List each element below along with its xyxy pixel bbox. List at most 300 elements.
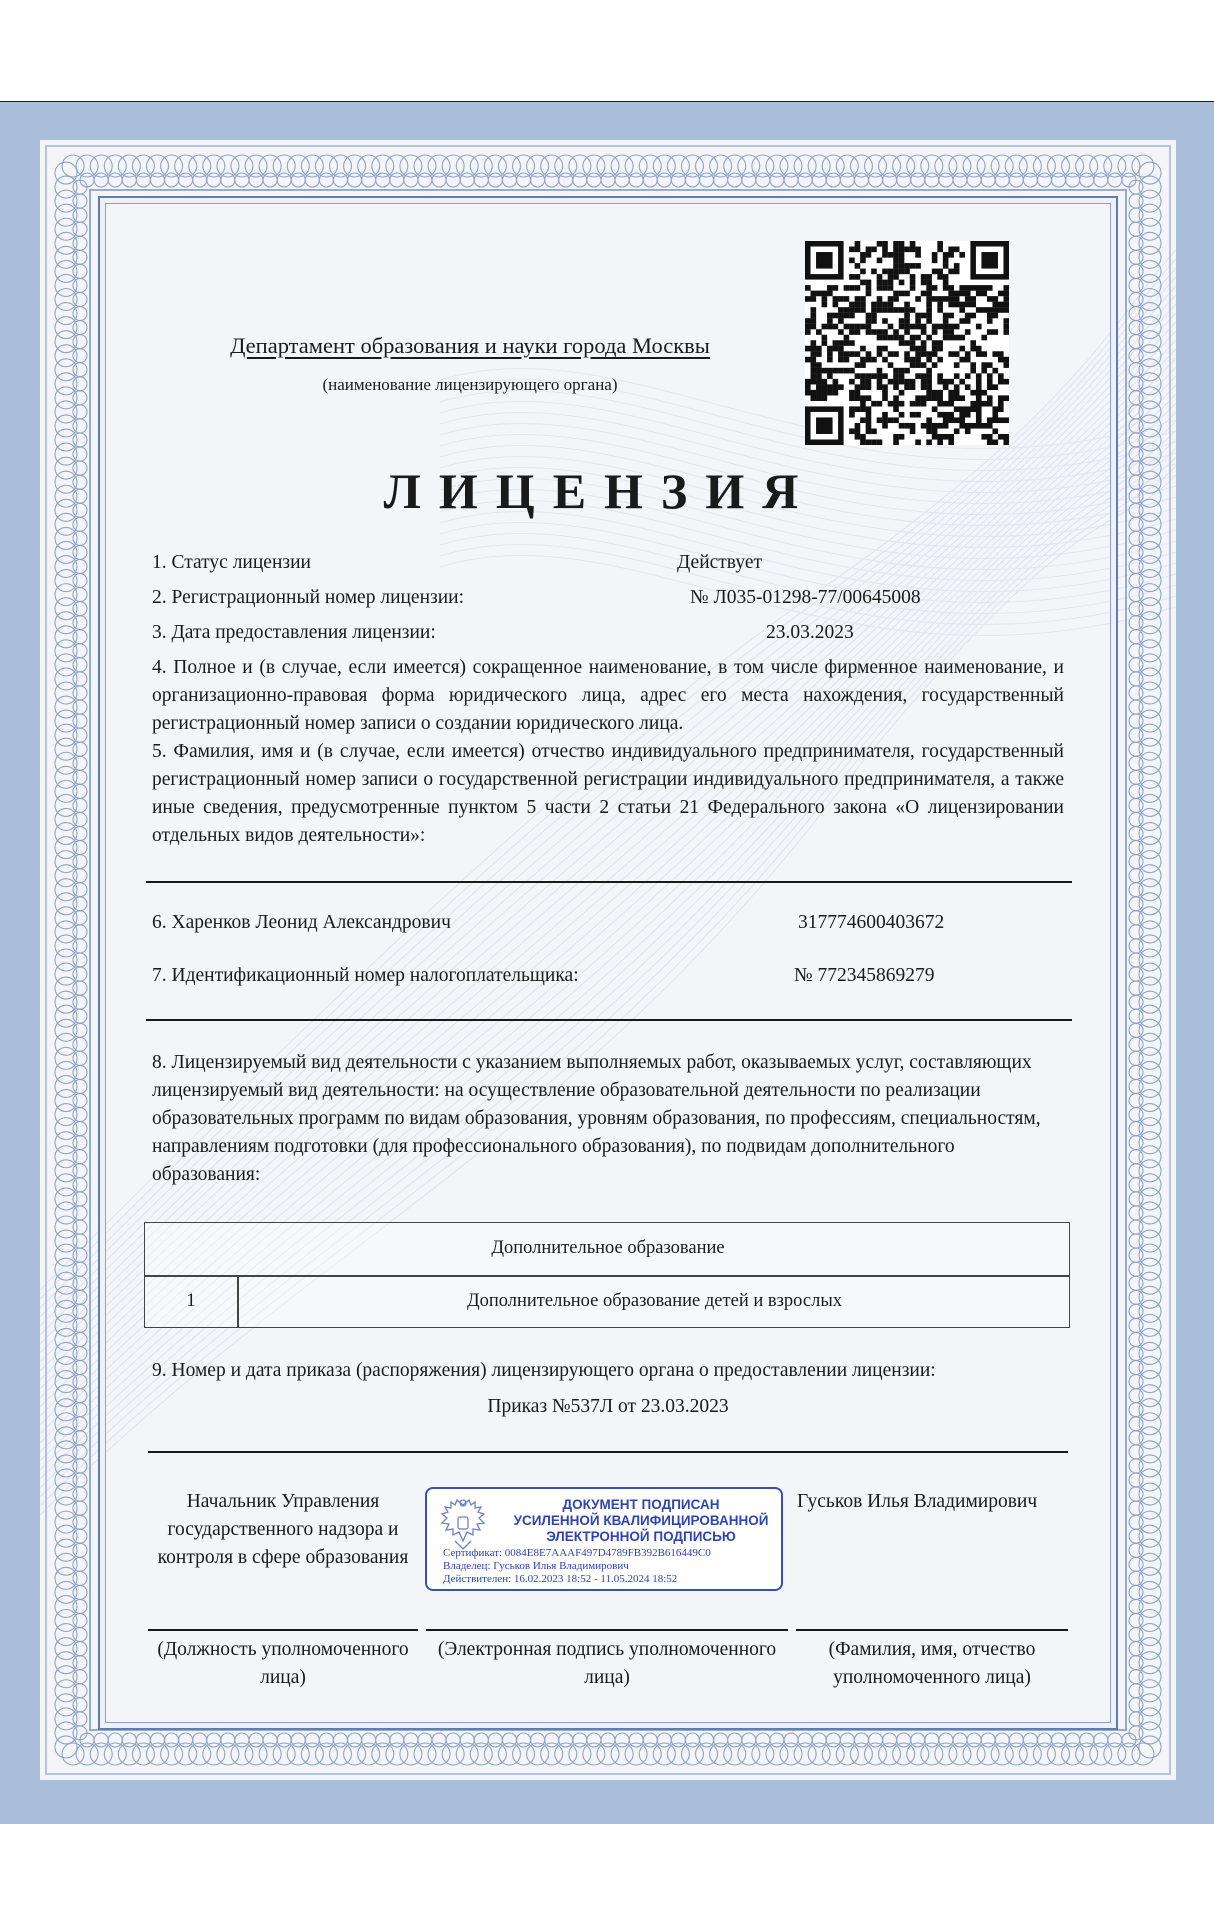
border-ornament bbox=[569, 155, 591, 177]
border-ornament bbox=[73, 545, 87, 559]
border-ornament bbox=[1129, 1108, 1143, 1122]
border-ornament bbox=[1005, 1743, 1027, 1765]
border-ornament bbox=[55, 317, 77, 339]
qr-module bbox=[976, 379, 982, 385]
separator-line bbox=[146, 881, 1072, 883]
border-ornament bbox=[263, 1733, 277, 1747]
border-ornament bbox=[1139, 457, 1161, 479]
border-ornament bbox=[55, 794, 77, 816]
qr-module bbox=[981, 368, 987, 374]
border-ornament bbox=[1062, 1743, 1084, 1765]
border-ornament bbox=[484, 1743, 506, 1765]
border-ornament bbox=[193, 173, 207, 187]
border-ornament bbox=[1129, 503, 1143, 517]
qr-module bbox=[888, 401, 894, 407]
qr-module bbox=[893, 258, 899, 264]
qr-module bbox=[855, 296, 861, 302]
border-ornament bbox=[883, 1733, 897, 1747]
border-ornament bbox=[1118, 1743, 1140, 1765]
qr-module bbox=[976, 406, 982, 412]
qr-module bbox=[877, 329, 883, 335]
paragraph-9: 9. Номер и дата приказа (распоряжения) лицензирующего органа о предоставлении лицензии: bbox=[152, 1360, 936, 1381]
qr-module bbox=[954, 390, 960, 396]
border-ornament bbox=[1129, 588, 1143, 602]
qr-module bbox=[987, 379, 993, 385]
border-ornament bbox=[55, 570, 77, 592]
border-ornament bbox=[362, 1733, 376, 1747]
qr-module bbox=[926, 351, 932, 357]
qr-module bbox=[827, 318, 833, 324]
qr-module bbox=[981, 434, 987, 440]
qr-module bbox=[893, 379, 899, 385]
border-ornament bbox=[55, 1441, 77, 1463]
qr-module bbox=[849, 258, 855, 264]
border-ornament bbox=[1139, 1132, 1161, 1154]
border-ornament bbox=[681, 1743, 703, 1765]
border-ornament bbox=[1139, 1652, 1161, 1674]
border-ornament bbox=[1139, 1300, 1161, 1322]
qr-module bbox=[893, 252, 899, 258]
qr-module bbox=[954, 269, 960, 275]
border-ornament bbox=[1129, 1318, 1143, 1332]
border-ornament bbox=[55, 387, 77, 409]
border-ornament bbox=[1129, 1389, 1143, 1403]
border-ornament bbox=[1129, 405, 1143, 419]
border-ornament bbox=[573, 173, 587, 187]
border-ornament bbox=[73, 321, 87, 335]
qr-module bbox=[860, 252, 866, 258]
border-ornament bbox=[545, 173, 559, 187]
border-ornament bbox=[73, 981, 87, 995]
border-ornament bbox=[1139, 1609, 1161, 1631]
border-ornament bbox=[1129, 307, 1143, 321]
border-ornament bbox=[249, 173, 263, 187]
border-ornament bbox=[73, 1543, 87, 1557]
border-ornament bbox=[1129, 1431, 1143, 1445]
border-ornament bbox=[73, 1318, 87, 1332]
border-ornament bbox=[55, 668, 77, 690]
qr-module bbox=[943, 412, 949, 418]
border-ornament bbox=[73, 1192, 87, 1206]
qr-module bbox=[1003, 395, 1009, 401]
qr-module bbox=[877, 439, 883, 445]
border-ornament bbox=[1139, 1736, 1161, 1758]
qr-module bbox=[959, 395, 965, 401]
border-ornament bbox=[1129, 1515, 1143, 1529]
qr-module bbox=[805, 357, 811, 363]
qr-module bbox=[833, 340, 839, 346]
border-ornament bbox=[1139, 1047, 1161, 1069]
border-ornament bbox=[808, 1743, 830, 1765]
qr-module bbox=[888, 269, 894, 275]
border-ornament bbox=[217, 1743, 239, 1765]
border-ornament bbox=[344, 1743, 366, 1765]
qr-module bbox=[904, 247, 910, 253]
border-ornament bbox=[1139, 879, 1161, 901]
border-ornament bbox=[55, 1258, 77, 1280]
border-ornament bbox=[55, 907, 77, 929]
border-ornament bbox=[1139, 1202, 1161, 1224]
qr-module bbox=[805, 285, 811, 291]
qr-module bbox=[948, 302, 954, 308]
qr-module bbox=[998, 406, 1004, 412]
qr-module bbox=[838, 296, 844, 302]
border-ornament bbox=[1129, 827, 1143, 841]
border-ornament bbox=[221, 173, 235, 187]
border-ornament bbox=[55, 1090, 77, 1112]
border-ornament bbox=[333, 1733, 347, 1747]
border-ornament bbox=[55, 1694, 77, 1716]
border-ornament bbox=[1129, 377, 1143, 391]
qr-module bbox=[899, 318, 905, 324]
qr-module bbox=[926, 384, 932, 390]
border-ornament bbox=[301, 155, 323, 177]
border-ornament bbox=[1139, 387, 1161, 409]
border-ornament bbox=[742, 173, 756, 187]
qr-module bbox=[921, 362, 927, 368]
border-ornament bbox=[1090, 155, 1112, 177]
border-ornament bbox=[305, 1733, 319, 1747]
qr-module bbox=[855, 373, 861, 379]
qr-module bbox=[866, 423, 872, 429]
border-ornament bbox=[55, 1047, 77, 1069]
activities-table bbox=[144, 1222, 1070, 1328]
qr-module bbox=[888, 351, 894, 357]
border-ornament bbox=[73, 1670, 87, 1684]
qr-module bbox=[921, 351, 927, 357]
qr-module bbox=[965, 428, 971, 434]
qr-module bbox=[992, 302, 998, 308]
qr-module bbox=[860, 362, 866, 368]
qr-module bbox=[987, 439, 993, 445]
qr-finder bbox=[981, 252, 998, 269]
qr-module bbox=[915, 362, 921, 368]
border-ornament bbox=[73, 841, 87, 855]
border-ornament bbox=[73, 714, 87, 728]
border-ornament bbox=[73, 1220, 87, 1234]
qr-module bbox=[899, 390, 905, 396]
qr-module bbox=[882, 307, 888, 313]
qr-module bbox=[822, 368, 828, 374]
border-ornament bbox=[55, 1244, 77, 1266]
border-ornament bbox=[685, 173, 699, 187]
border-ornament bbox=[1139, 232, 1161, 254]
border-ornament bbox=[165, 173, 179, 187]
border-ornament bbox=[446, 1733, 460, 1747]
border-ornament bbox=[1118, 155, 1140, 177]
qr-module bbox=[1003, 357, 1009, 363]
qr-module bbox=[943, 285, 949, 291]
border-ornament bbox=[1139, 584, 1161, 606]
border-ornament bbox=[854, 173, 868, 187]
border-ornament bbox=[73, 1361, 87, 1375]
border-ornament bbox=[1129, 1220, 1143, 1234]
qr-module bbox=[1003, 307, 1009, 313]
border-ornament bbox=[597, 155, 619, 177]
border-ornament bbox=[1129, 1290, 1143, 1304]
border-ornament bbox=[456, 155, 478, 177]
qr-module bbox=[976, 324, 982, 330]
border-ornament bbox=[263, 173, 277, 187]
border-ornament bbox=[291, 173, 305, 187]
qr-module bbox=[943, 318, 949, 324]
qr-module bbox=[937, 296, 943, 302]
border-ornament bbox=[376, 1733, 390, 1747]
qr-module bbox=[871, 329, 877, 335]
qr-module bbox=[904, 302, 910, 308]
qr-module bbox=[866, 428, 872, 434]
qr-module bbox=[921, 313, 927, 319]
border-ornament bbox=[55, 443, 77, 465]
qr-module bbox=[987, 362, 993, 368]
border-ornament bbox=[1139, 640, 1161, 662]
border-ornament bbox=[55, 1399, 77, 1421]
border-ornament bbox=[1139, 1666, 1161, 1688]
border-ornament bbox=[1019, 1743, 1041, 1765]
qr-module bbox=[948, 335, 954, 341]
border-ornament bbox=[798, 173, 812, 187]
qr-module bbox=[926, 423, 932, 429]
qr-module bbox=[899, 269, 905, 275]
border-ornament bbox=[147, 155, 169, 177]
qr-module bbox=[954, 335, 960, 341]
border-ornament bbox=[55, 640, 77, 662]
border-ornament bbox=[1139, 837, 1161, 859]
border-ornament bbox=[73, 686, 87, 700]
qr-module bbox=[827, 384, 833, 390]
stamp-certificate: Сертификат: 0084E8E7AAAF497D4789FB392B616449C0 bbox=[443, 1547, 711, 1559]
qr-module bbox=[877, 307, 883, 313]
qr-module bbox=[811, 362, 817, 368]
qr-module bbox=[954, 324, 960, 330]
qr-module bbox=[915, 351, 921, 357]
qr-module bbox=[816, 329, 822, 335]
qr-module bbox=[899, 379, 905, 385]
border-ornament bbox=[231, 1743, 253, 1765]
border-ornament bbox=[967, 173, 981, 187]
qr-module bbox=[932, 362, 938, 368]
qr-module bbox=[937, 423, 943, 429]
border-ornament bbox=[73, 391, 87, 405]
qr-module bbox=[838, 368, 844, 374]
border-ornament bbox=[150, 173, 164, 187]
border-ornament bbox=[1129, 1262, 1143, 1276]
qr-module bbox=[921, 373, 927, 379]
stamp-validity: Действителен: 16.02.2023 18:52 - 11.05.2024 18:52 bbox=[443, 1573, 678, 1585]
border-ornament bbox=[55, 1624, 77, 1646]
border-ornament bbox=[1139, 766, 1161, 788]
border-ornament bbox=[55, 1736, 77, 1758]
border-ornament bbox=[1129, 756, 1143, 770]
border-ornament bbox=[73, 967, 87, 981]
qr-module bbox=[855, 428, 861, 434]
border-ornament bbox=[55, 471, 77, 493]
border-ornament bbox=[1129, 1628, 1143, 1642]
qr-module bbox=[893, 296, 899, 302]
qr-module bbox=[822, 379, 828, 385]
border-ornament bbox=[1009, 173, 1023, 187]
qr-module bbox=[959, 417, 965, 423]
border-ornament bbox=[301, 1743, 323, 1765]
qr-module bbox=[948, 252, 954, 258]
qr-module bbox=[943, 324, 949, 330]
border-ornament bbox=[55, 218, 77, 240]
qr-module bbox=[838, 307, 844, 313]
qr-module bbox=[910, 384, 916, 390]
qr-module bbox=[893, 417, 899, 423]
qr-module bbox=[970, 362, 976, 368]
border-ornament bbox=[1139, 738, 1161, 760]
border-ornament bbox=[1129, 841, 1143, 855]
qr-module bbox=[926, 291, 932, 297]
qr-module bbox=[948, 291, 954, 297]
border-ornament bbox=[1129, 1614, 1143, 1628]
qr-module bbox=[959, 291, 965, 297]
qr-module bbox=[882, 412, 888, 418]
border-ornament bbox=[583, 1743, 605, 1765]
border-ornament bbox=[73, 728, 87, 742]
border-ornament bbox=[1129, 616, 1143, 630]
border-ornament bbox=[428, 1743, 450, 1765]
qr-module bbox=[827, 285, 833, 291]
qr-module bbox=[877, 379, 883, 385]
border-ornament bbox=[55, 190, 77, 212]
border-ornament bbox=[1139, 1469, 1161, 1491]
qr-module bbox=[937, 302, 943, 308]
border-ornament bbox=[1129, 545, 1143, 559]
border-ornament bbox=[55, 1553, 77, 1575]
border-ornament bbox=[55, 584, 77, 606]
qr-module bbox=[871, 302, 877, 308]
qr-module bbox=[987, 285, 993, 291]
qr-module bbox=[965, 302, 971, 308]
qr-module bbox=[882, 335, 888, 341]
border-ornament bbox=[1139, 1005, 1161, 1027]
border-ornament bbox=[330, 155, 352, 177]
border-ornament bbox=[696, 155, 718, 177]
qr-module bbox=[893, 291, 899, 297]
border-ornament bbox=[1129, 1094, 1143, 1108]
border-ornament bbox=[55, 823, 77, 845]
border-ornament bbox=[1033, 155, 1055, 177]
border-ornament bbox=[780, 1743, 802, 1765]
border-ornament bbox=[73, 1037, 87, 1051]
border-ornament bbox=[55, 808, 77, 830]
border-ornament bbox=[235, 173, 249, 187]
border-ornament bbox=[55, 1413, 77, 1435]
border-ornament bbox=[1129, 1122, 1143, 1136]
border-ornament bbox=[55, 485, 77, 507]
border-ornament bbox=[1139, 851, 1161, 873]
border-ornament bbox=[55, 710, 77, 732]
qr-module bbox=[860, 384, 866, 390]
border-ornament bbox=[1129, 489, 1143, 503]
qr-module bbox=[893, 434, 899, 440]
border-ornament bbox=[1129, 531, 1143, 545]
border-ornament bbox=[1129, 363, 1143, 377]
qr-module bbox=[965, 296, 971, 302]
qr-module bbox=[992, 307, 998, 313]
qr-module bbox=[877, 302, 883, 308]
border-ornament bbox=[967, 1733, 981, 1747]
qr-module bbox=[893, 373, 899, 379]
border-ornament bbox=[55, 289, 77, 311]
qr-module bbox=[871, 313, 877, 319]
qr-module bbox=[882, 395, 888, 401]
qr-module bbox=[888, 274, 894, 280]
border-ornament bbox=[939, 1733, 953, 1747]
border-ornament bbox=[587, 173, 601, 187]
qr-module bbox=[860, 401, 866, 407]
border-ornament bbox=[315, 155, 337, 177]
border-ornament bbox=[161, 1743, 183, 1765]
qr-module bbox=[937, 269, 943, 275]
qr-module bbox=[816, 362, 822, 368]
qr-code[interactable] bbox=[805, 241, 1009, 445]
border-ornament bbox=[925, 173, 939, 187]
border-ornament bbox=[1129, 278, 1143, 292]
caption-signature: (Электронная подпись уполномоченного лица) bbox=[437, 1639, 777, 1688]
border-ornament bbox=[981, 1733, 995, 1747]
border-ornament bbox=[1023, 1733, 1037, 1747]
qr-module bbox=[882, 346, 888, 352]
border-ornament bbox=[1009, 1733, 1023, 1747]
border-ornament bbox=[55, 1638, 77, 1660]
qr-module bbox=[827, 346, 833, 352]
border-ornament bbox=[376, 173, 390, 187]
qr-module bbox=[877, 296, 883, 302]
qr-module bbox=[910, 357, 916, 363]
border-ornament bbox=[73, 1585, 87, 1599]
border-ornament bbox=[55, 1371, 77, 1393]
border-ornament bbox=[73, 489, 87, 503]
border-ornament bbox=[1129, 292, 1143, 306]
border-ornament bbox=[879, 155, 901, 177]
stamp-title-line: ЭЛЕКТРОННОЙ ПОДПИСЬЮ bbox=[546, 1529, 736, 1544]
border-ornament bbox=[907, 155, 929, 177]
border-ornament bbox=[1139, 303, 1161, 325]
border-ornament bbox=[418, 173, 432, 187]
qr-module bbox=[937, 247, 943, 253]
border-ornament bbox=[1129, 447, 1143, 461]
qr-module bbox=[805, 296, 811, 302]
qr-module bbox=[921, 395, 927, 401]
border-ornament bbox=[55, 780, 77, 802]
qr-module bbox=[882, 269, 888, 275]
border-ornament bbox=[207, 1733, 221, 1747]
qr-module bbox=[910, 274, 916, 280]
qr-module bbox=[992, 439, 998, 445]
border-ornament bbox=[1139, 794, 1161, 816]
table-row-divider bbox=[145, 1275, 1069, 1277]
border-ornament bbox=[55, 738, 77, 760]
qr-module bbox=[992, 351, 998, 357]
border-ornament bbox=[897, 1733, 911, 1747]
border-ornament bbox=[1139, 471, 1161, 493]
border-ornament bbox=[55, 1118, 77, 1140]
border-ornament bbox=[850, 1743, 872, 1765]
qr-module bbox=[998, 302, 1004, 308]
qr-module bbox=[827, 324, 833, 330]
border-ornament bbox=[1139, 190, 1161, 212]
qr-module bbox=[893, 274, 899, 280]
border-ornament bbox=[73, 953, 87, 967]
qr-module bbox=[904, 357, 910, 363]
qr-module bbox=[822, 291, 828, 297]
qr-finder bbox=[816, 252, 833, 269]
qr-module bbox=[948, 313, 954, 319]
border-ornament bbox=[1139, 1244, 1161, 1266]
